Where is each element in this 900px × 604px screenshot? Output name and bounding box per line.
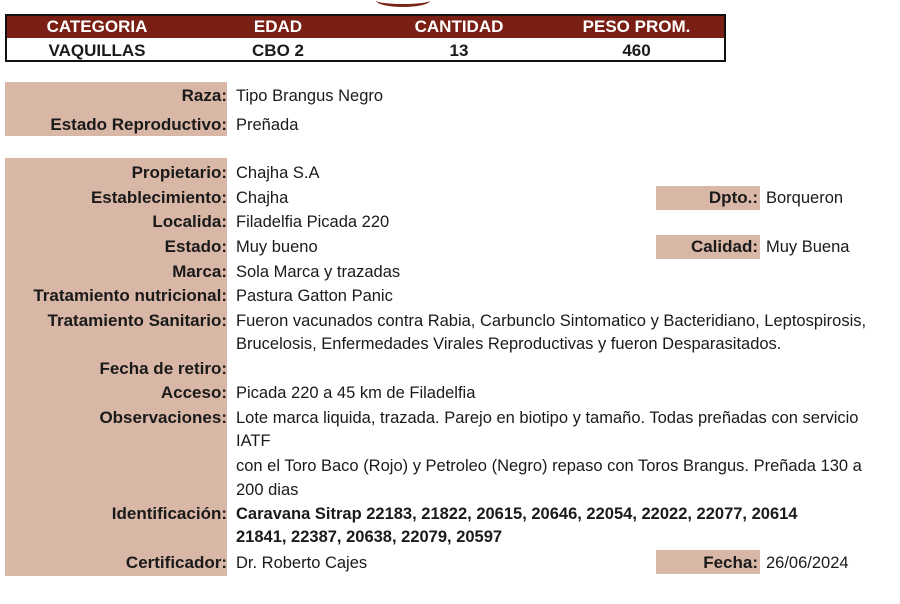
- category-table: [5, 14, 726, 62]
- tratamiento-sanitario-line: Brucelosis, Enfermedades Virales Reproductivas y fueron Desparasitados.: [236, 335, 782, 353]
- marca-value: Sola Marca y trazadas: [236, 263, 401, 281]
- tratamiento-nutricional-value: Pastura Gatton Panic: [236, 287, 393, 305]
- estado-reproductivo-value: Preñada: [236, 116, 299, 134]
- header-peso-prom: PESO PROM.: [582, 17, 691, 36]
- estado-reproductivo-label: Estado Reproductivo:: [50, 115, 227, 134]
- fecha-label: Fecha:: [703, 553, 758, 572]
- value-cantidad: 13: [449, 41, 469, 60]
- observaciones-label: Observaciones:: [99, 408, 227, 427]
- estado-value: Muy bueno: [236, 238, 318, 256]
- observaciones-line: 200 dias: [236, 481, 299, 499]
- tratamiento-sanitario-line: Fueron vacunados contra Rabia, Carbunclo Sintomatico y Bacteridiano, Leptospirosis,: [236, 312, 867, 330]
- certificador-label: Certificador:: [125, 553, 227, 572]
- identificacion-line: 21841, 22387, 20638, 22079, 20597: [236, 528, 503, 546]
- observaciones-line: IATF: [236, 432, 271, 450]
- fecha-retiro-label: Fecha de retiro:: [99, 359, 227, 378]
- calidad-label: Calidad:: [690, 237, 758, 256]
- calidad-value: Muy Buena: [766, 238, 850, 256]
- localida-label: Localida:: [152, 212, 227, 231]
- tratamiento-sanitario-label: Tratamiento Sanitario:: [47, 311, 227, 330]
- identificacion-label: Identificación:: [111, 504, 227, 523]
- establecimiento-value: Chajha: [236, 189, 289, 207]
- header-edad: EDAD: [253, 17, 303, 36]
- raza-label: Raza:: [181, 86, 227, 105]
- observaciones-line: Lote marca liquida, trazada. Parejo en biotipo y tamaño. Todas preñadas con servicio: [236, 409, 859, 427]
- value-peso-prom: 460: [622, 41, 651, 60]
- estado-label: Estado:: [164, 237, 227, 256]
- category-table-header: [7, 16, 724, 38]
- header-cantidad: CANTIDAD: [414, 17, 504, 36]
- marca-label: Marca:: [172, 262, 227, 281]
- raza-value: Tipo Brangus Negro: [236, 87, 384, 105]
- dpto-value: Borqueron: [766, 189, 844, 207]
- propietario-label: Propietario:: [131, 163, 227, 182]
- value-edad: CBO 2: [252, 41, 304, 60]
- certificador-value: Dr. Roberto Cajes: [236, 554, 368, 572]
- fecha-value: 26/06/2024: [766, 554, 849, 572]
- header-categoria: CATEGORIA: [46, 17, 148, 36]
- localida-value: Filadelfia Picada 220: [236, 213, 390, 231]
- value-categoria: VAQUILLAS: [48, 41, 146, 60]
- logo-arc: [376, 0, 430, 7]
- category-table-row: [7, 40, 724, 62]
- acceso-label: Acceso:: [160, 383, 227, 402]
- acceso-value: Picada 220 a 45 km de Filadelfia: [236, 384, 476, 402]
- dpto-label: Dpto.:: [708, 188, 758, 207]
- observaciones-line: con el Toro Baco (Rojo) y Petroleo (Negro) repaso con Toros Brangus. Preñada 130 a: [236, 457, 862, 475]
- establecimiento-label: Establecimiento:: [90, 188, 227, 207]
- identificacion-line: Caravana Sitrap 22183, 21822, 20615, 20646, 22054, 22022, 22077, 20614: [236, 505, 798, 523]
- tratamiento-nutricional-label: Tratamiento nutricional:: [33, 286, 227, 305]
- propietario-value: Chajha S.A: [236, 164, 320, 182]
